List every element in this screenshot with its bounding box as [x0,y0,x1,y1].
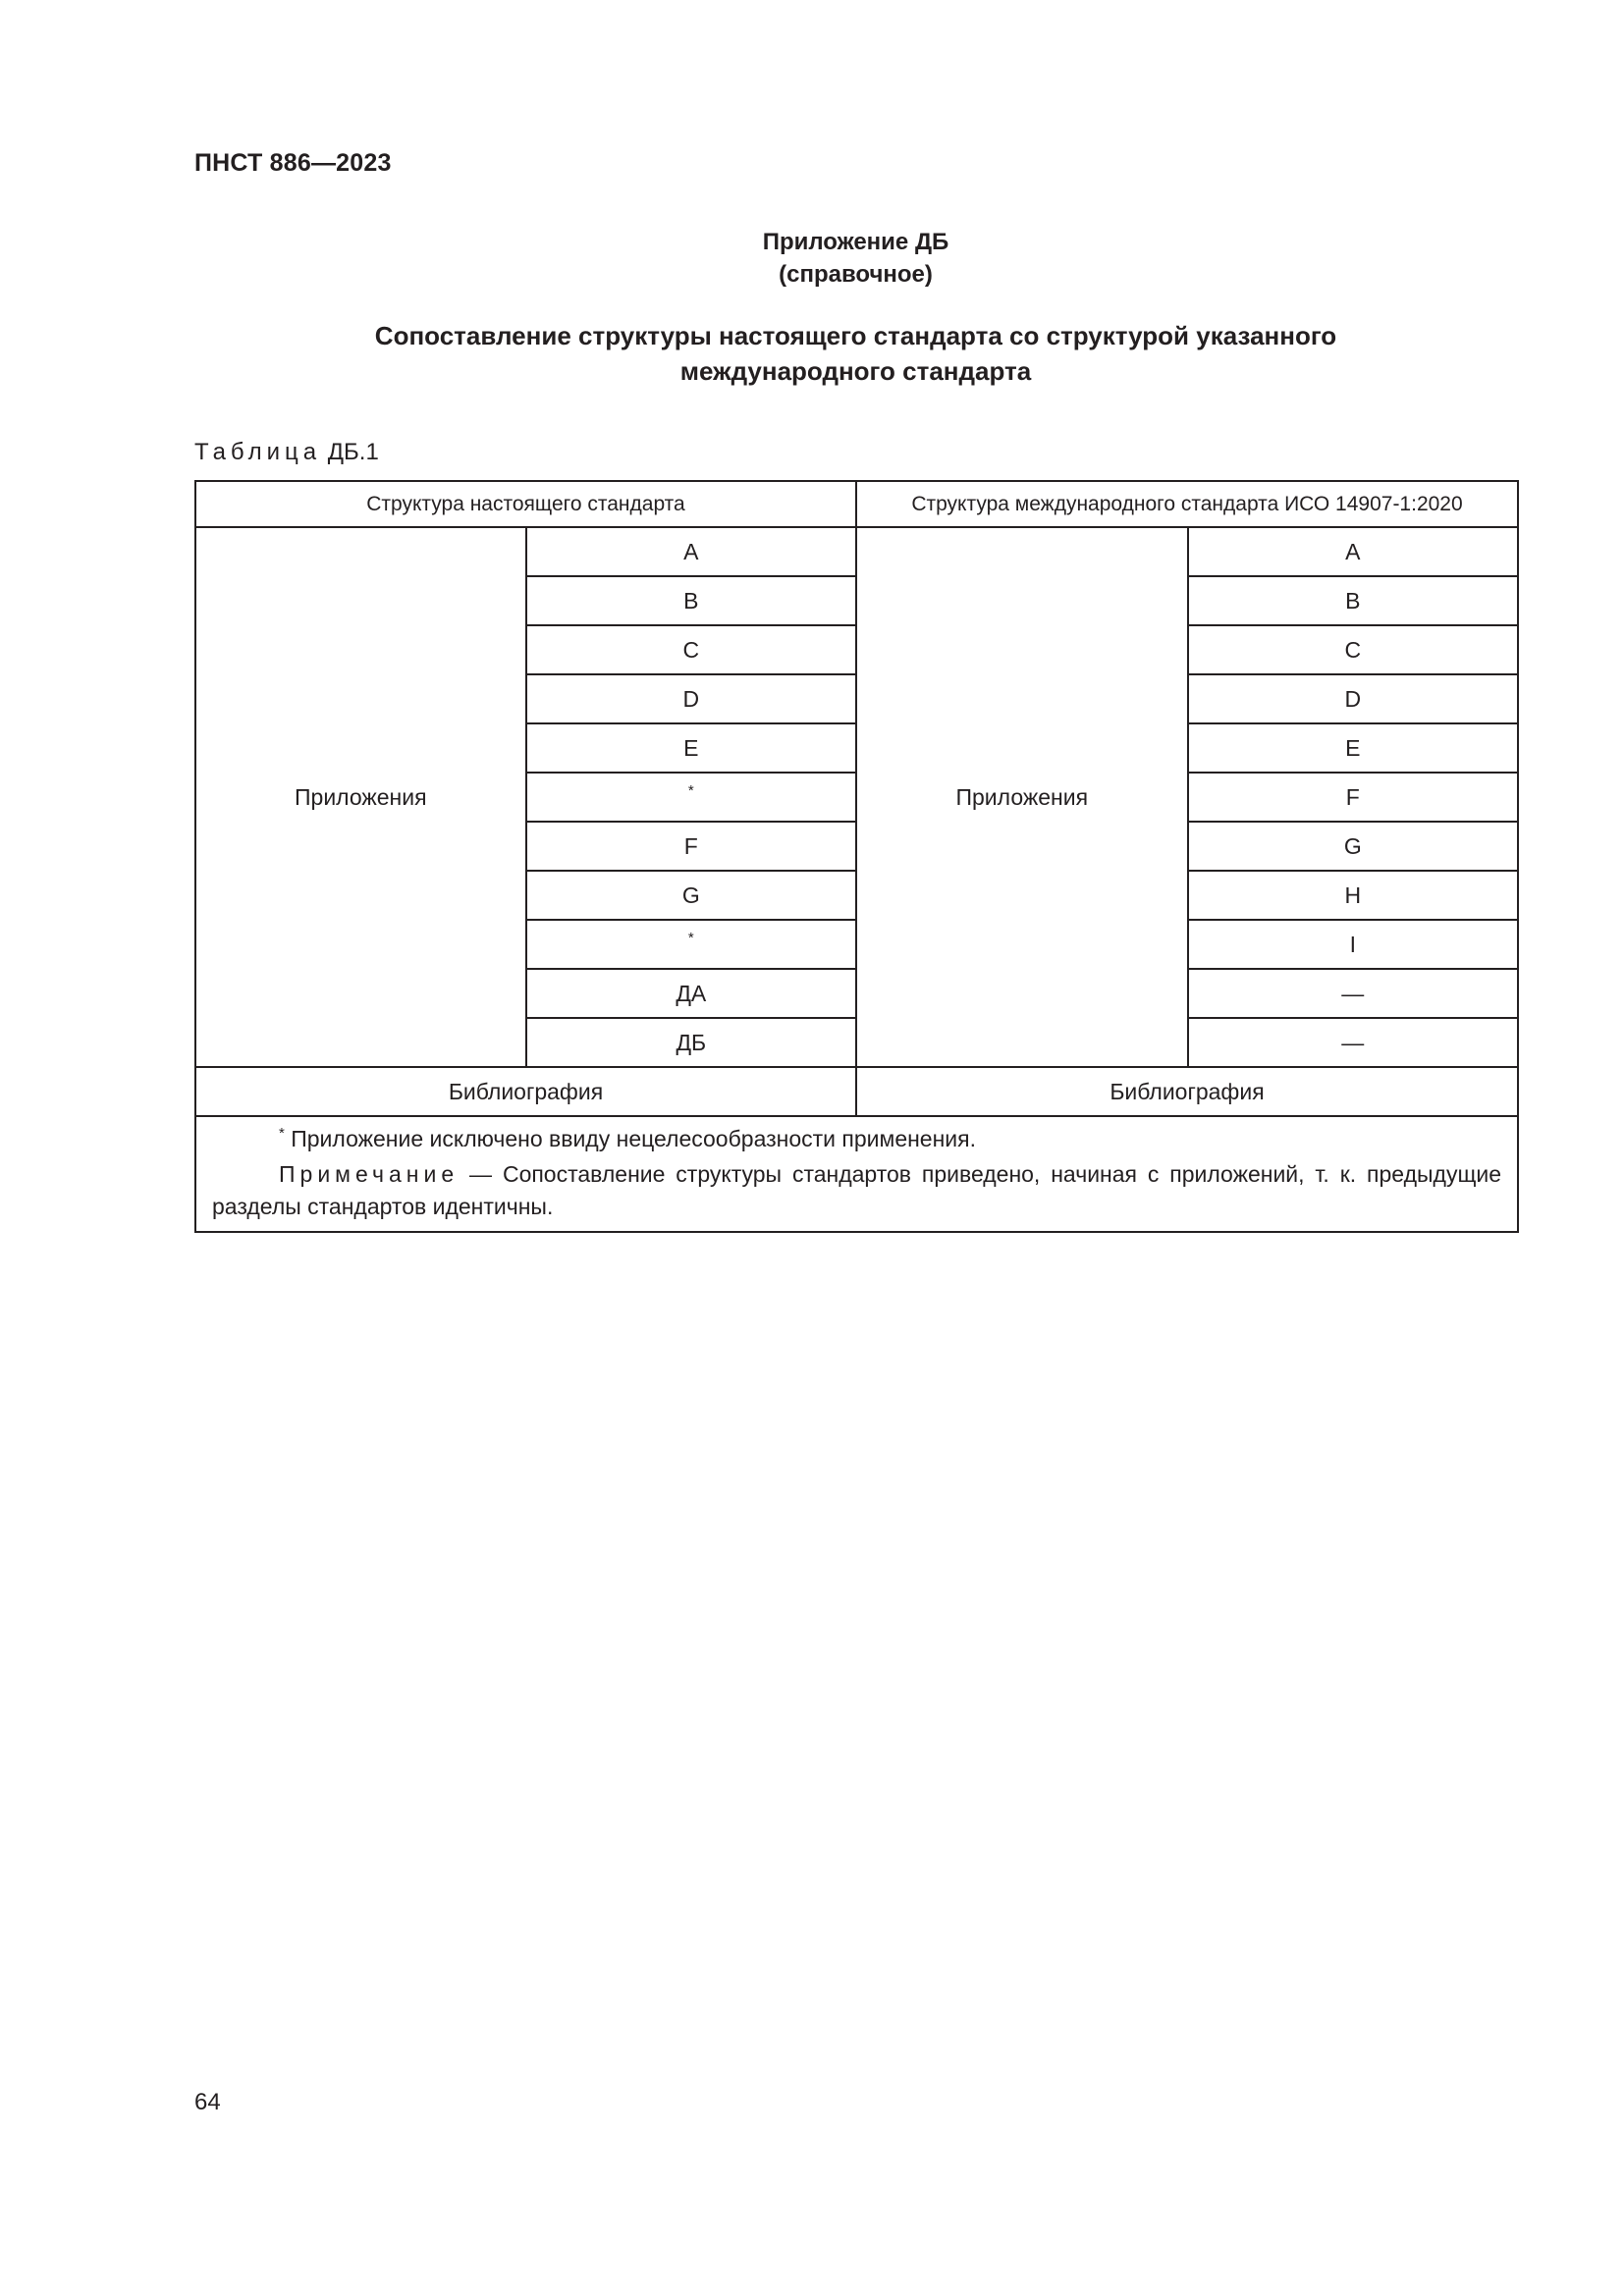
right-appendix-code: — [1188,1018,1518,1067]
left-appendix-code: G [526,871,856,920]
left-appendix-code [526,920,856,969]
left-appendix-code: A [526,527,856,576]
left-appendix-code: C [526,625,856,674]
page-number: 64 [194,2089,221,2115]
right-appendix-code: — [1188,969,1518,1018]
footnote [212,1123,1501,1158]
note-text: Сопоставление структуры стандартов приведено, начиная с приложений, т. к. предыдущие разделы стандартов идентичны. [212,1161,1502,1219]
table-caption-word: Таблица [194,439,322,465]
left-appendix-code: ДА [526,969,856,1018]
header-cell-international-standard: Структура международного стандарта ИСО 14907-1:2020 [856,481,1518,527]
table-note [212,1158,1501,1223]
right-appendix-code: B [1188,576,1518,625]
appendix-heading [194,226,1517,291]
note-cell [195,1116,1518,1232]
left-appendix-code: B [526,576,856,625]
structure-comparison-table [194,480,1519,1233]
excluded-mark: * [687,781,694,799]
left-appendix-code: ДБ [526,1018,856,1067]
table-caption-id: ДБ.1 [327,439,379,465]
table-caption [194,439,379,466]
right-appendix-code: G [1188,822,1518,871]
bibliography-right: Библиография [856,1067,1518,1116]
left-appendix-code [526,773,856,822]
right-appendix-code: D [1188,674,1518,723]
left-appendix-code: F [526,822,856,871]
right-appendix-code: E [1188,723,1518,773]
left-appendix-code: E [526,723,856,773]
table-header-row [195,481,1518,527]
title-line-2: международного стандарта [679,356,1032,386]
appendix-title [194,318,1517,389]
bibliography-left: Библиография [195,1067,856,1116]
note-label: Примечание [279,1161,460,1187]
right-appendix-code: C [1188,625,1518,674]
document-code: ПНСТ 886—2023 [194,149,392,177]
header-cell-this-standard: Структура настоящего стандарта [195,481,856,527]
right-appendix-code: A [1188,527,1518,576]
right-group-cell: Приложения [856,527,1188,1067]
title-line-1: Сопоставление структуры настоящего стандарта со структурой указанного [374,321,1337,350]
left-group-cell: Приложения [195,527,526,1067]
table-row [195,527,1518,576]
left-appendix-code: D [526,674,856,723]
right-appendix-code: H [1188,871,1518,920]
footnote-text: Приложение исключено ввиду нецелесообразности применения. [291,1126,976,1151]
appendix-name: Приложение ДБ [762,229,949,255]
note-row [195,1116,1518,1232]
bibliography-row [195,1067,1518,1116]
right-appendix-code: F [1188,773,1518,822]
excluded-mark: * [687,929,694,946]
footnote-mark: * [279,1125,285,1142]
note-dash: — [469,1161,493,1187]
appendix-type: (справочное) [779,261,933,288]
right-appendix-code: I [1188,920,1518,969]
